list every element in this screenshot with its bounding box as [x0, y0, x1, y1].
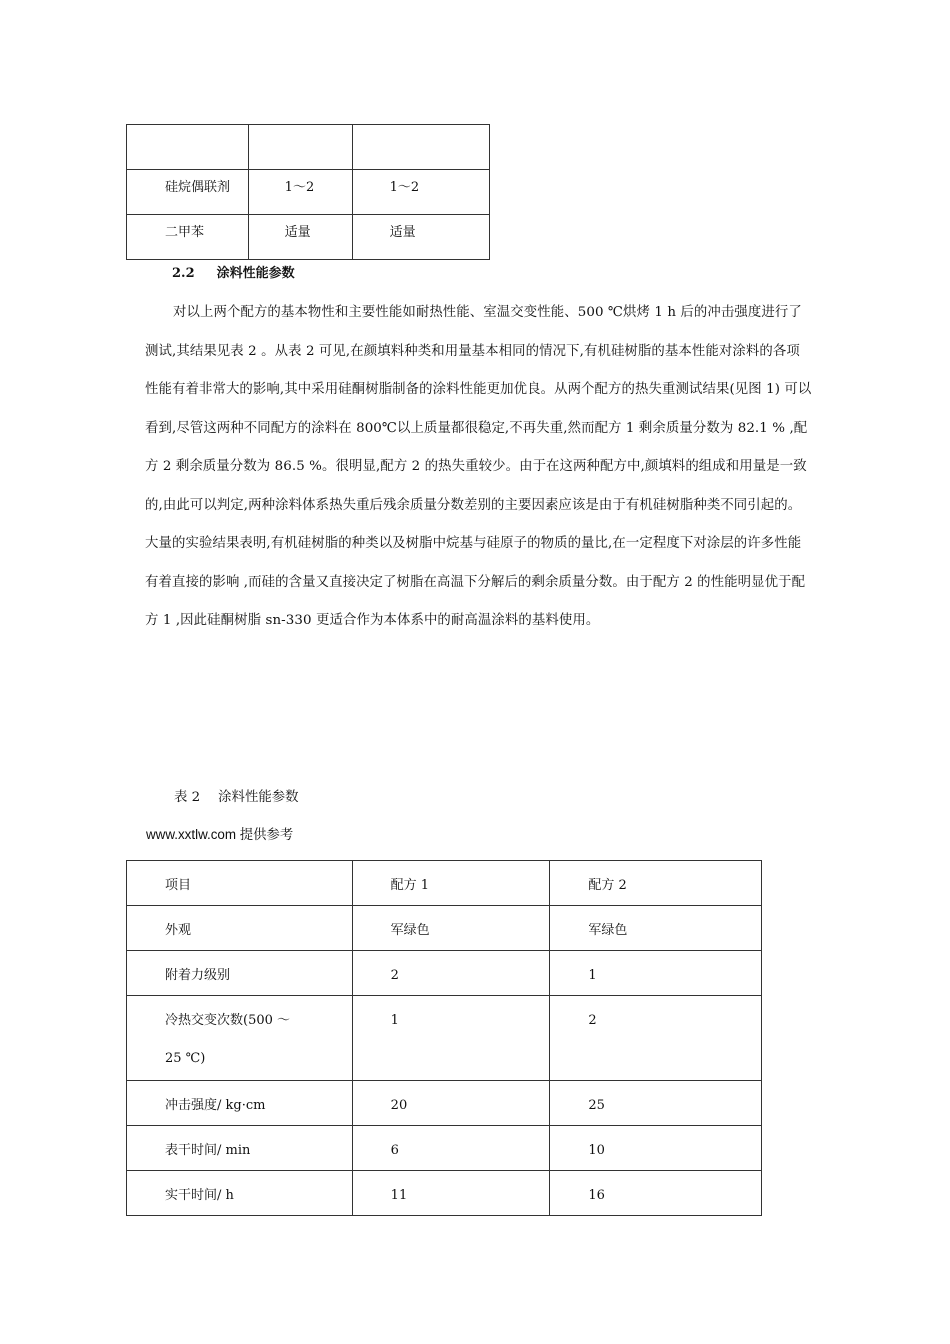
table-cell: 表干时间/ min [127, 1126, 353, 1171]
body-paragraph: 对以上两个配方的基本物性和主要性能如耐热性能、室温交变性能、500 ℃烘烤 1 h 后的冲击强度进行了测试,其结果见表 2 。从表 2 可见,在颜填料种类和用量基本相同的情况下,有机硅树脂的基本性能对涂料的各项性能有着非常大的影响,其中采用硅酮树脂制备的涂料性能更加优良。从两个配方的热失重测试结果(见图 1) 可以看到,尽管这两种不同配方的涂料在 800℃以上质量都很稳定,不再失重,然而配方 1 剩余质量分数为 82.1 % ,配方 2 剩余质量分数为 86.5 %。很明显,配方 2 的热失重较少。由于在这两种配方中,颜填料的组成和用量是一致的,由此可以判定,两种涂料体系热失重后残余质量分数差别的主要因素应该是由于有机硅树脂种类不同引起的。大量的实验结果表明,有机硅树脂的种类以及树脂中烷基与硅原子的物质的量比,在一定程度下对涂层的许多性能有着直接的影响 ,而硅的含量又直接决定了树脂在高温下分解后的剩余质量分数。由于配方 2 的性能明显优于配方 1 ,因此硅酮树脂 sn-330 更适合作为本体系中的耐高温涂料的基料使用。 [145, 305, 812, 628]
table-cell: 冷热交变次数(500 ～ 25 ℃) [127, 996, 353, 1081]
cell-text: 硅烷偶联剂 [165, 180, 231, 195]
table-cell: 军绿色 [352, 906, 550, 951]
table-number: 表 2 [174, 790, 201, 805]
cell-text: 1～2 [284, 180, 315, 195]
section-number: 2.2 [172, 266, 195, 281]
table-row [127, 951, 762, 996]
table-row [127, 1171, 762, 1216]
table-caption [174, 786, 299, 805]
table-cell: 冲击强度/ kg·cm [127, 1081, 353, 1126]
table-row [127, 125, 490, 170]
table-header-cell: 项目 [127, 861, 353, 906]
table-cell [127, 125, 249, 170]
table-cell: 6 [352, 1126, 550, 1171]
table-row [127, 215, 490, 260]
cell-text: 二甲苯 [165, 225, 205, 240]
table-cell: 20 [352, 1081, 550, 1126]
table-cell: 25 [550, 1081, 762, 1126]
table-cell: 外观 [127, 906, 353, 951]
source-note: www.xxtlw.com 提供参考 [146, 827, 294, 842]
table-cell [248, 170, 352, 215]
table-cell: 2 [352, 951, 550, 996]
performance-table [126, 860, 762, 1216]
section-heading [172, 262, 295, 281]
table-cell [127, 170, 249, 215]
table-row [127, 1126, 762, 1171]
table-header-cell: 配方 1 [352, 861, 550, 906]
table-cell [248, 125, 352, 170]
table-cell [352, 170, 489, 215]
table-cell: 1 [352, 996, 550, 1081]
table-cell [352, 125, 489, 170]
table-cell: 10 [550, 1126, 762, 1171]
cell-text: 适量 [284, 225, 311, 240]
table-row [127, 170, 490, 215]
table-cell: 2 [550, 996, 762, 1081]
table-header-row [127, 861, 762, 906]
table-cell: 1 [550, 951, 762, 996]
table-cell: 实干时间/ h [127, 1171, 353, 1216]
table-cell [352, 215, 489, 260]
section-title: 涂料性能参数 [216, 266, 295, 281]
table-row [127, 906, 762, 951]
table-title: 涂料性能参数 [218, 790, 299, 805]
table-cell: 16 [550, 1171, 762, 1216]
formula-table-continued [126, 124, 490, 260]
table-row [127, 1081, 762, 1126]
table-cell: 11 [352, 1171, 550, 1216]
cell-text: 适量 [389, 225, 416, 240]
table-cell: 军绿色 [550, 906, 762, 951]
cell-text: 1～2 [389, 180, 420, 195]
table-cell [127, 215, 249, 260]
table-header-cell: 配方 2 [550, 861, 762, 906]
table-row [127, 996, 762, 1081]
table-cell: 附着力级别 [127, 951, 353, 996]
table-cell [248, 215, 352, 260]
